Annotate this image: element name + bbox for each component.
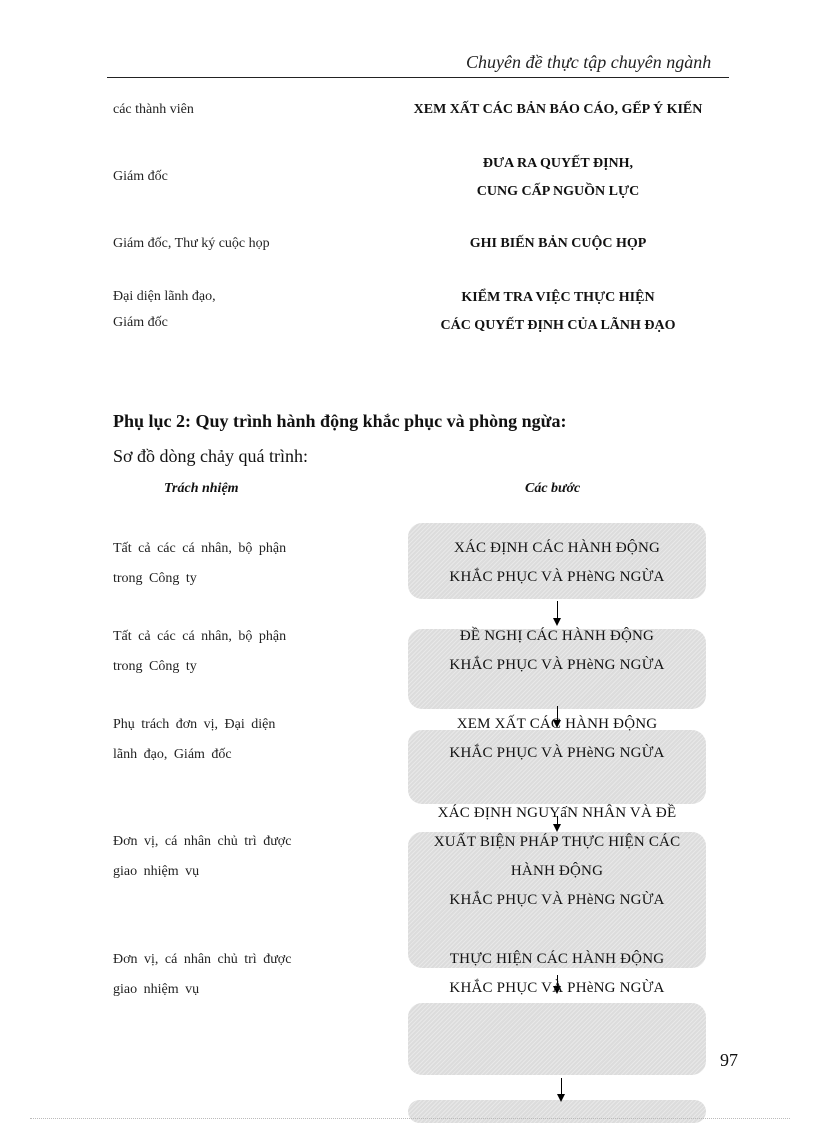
top-row-1-right: XEM XẤT CÁC BẢN BÁO CÁO, GẾP Ý KIẾN (413, 102, 703, 117)
top-row-3-right: GHI BIẾN BẢN CUỘC HỌP (469, 236, 647, 251)
top-row-3-left: Giám đốc, Thư ký cuộc họp (113, 236, 270, 251)
top-row-4-right-line: CÁC QUYẾT ĐỊNH CỦA LÃNH ĐẠO (440, 318, 676, 333)
flow-arrow-head (557, 1094, 565, 1102)
running-header: Chuyên đề thực tập chuyên ngành (466, 52, 712, 72)
top-row-4-left-line: Đại diện lãnh đạo, (113, 289, 216, 304)
flow-step-line: XEM XẤT CÁC HÀNH ĐỘNG (456, 716, 658, 732)
flow-step-line: XÁC ĐỊNH CÁC HÀNH ĐỘNG (453, 540, 661, 556)
flow-resp-line: lãnh đạo, Giám đốc (113, 747, 232, 762)
flow-resp-line: giao nhiệm vụ (113, 864, 200, 879)
top-row-2-right-line: ĐƯA RA QUYẾT ĐỊNH, (482, 156, 634, 171)
top-row-2-left: Giám đốc (113, 169, 168, 184)
header-divider (107, 77, 729, 78)
flow-resp-line: Đơn vị, cá nhân chủ trì được (113, 834, 292, 849)
flow-step-line: THỰC HIỆN CÁC HÀNH ĐỘNG (449, 951, 665, 967)
flow-step-4 (408, 799, 706, 915)
page-bottom-rule (30, 1118, 790, 1120)
flow-resp-5 (113, 945, 303, 1005)
flow-step-line: KHẮC PHỤC VÀ PHèNG NGỪA (449, 745, 665, 761)
flow-resp-line: Tất cả các cá nhân, bộ phận (113, 541, 287, 556)
flow-resp-line: Đơn vị, cá nhân chủ trì được (113, 952, 292, 967)
flow-step-line: KHẮC PHỤC VÀ PHèNG NGỪA (449, 657, 665, 673)
section-title: Phụ lục 2: Quy trình hành động khắc phục và phòng ngừa: (113, 411, 567, 431)
top-row-4-right (390, 284, 726, 340)
page-number: 97 (720, 1050, 738, 1070)
flow-step-line: XÁC ĐỊNH NGUYấN NHÂN VÀ ĐỀ (437, 805, 677, 821)
top-row-1-left: các thành viên (113, 102, 194, 117)
flow-step-line: XUẤT BIỆN PHÁP THỰC HIỆN CÁC (433, 834, 681, 850)
flow-step-line: ĐỀ NGHỊ CÁC HÀNH ĐỘNG (459, 628, 655, 644)
flow-step-line: KHẮC PHỤC VÀ PHèNG NGỪA (449, 892, 665, 908)
flow-step-1 (408, 534, 706, 592)
flow-step-2 (408, 622, 706, 680)
flow-resp-3 (113, 710, 303, 770)
flow-step-line: KHẮC PHỤC VÀ PHèNG NGỪA (449, 569, 665, 585)
flow-step-line: HÀNH ĐỘNG (510, 863, 604, 879)
column-header-steps: Các bước (525, 481, 581, 496)
flow-resp-line: Tất cả các cá nhân, bộ phận (113, 629, 287, 644)
top-row-4-right-line: KIỂM TRA VIỆC THỰC HIỆN (461, 290, 655, 305)
flow-step-5 (408, 945, 706, 1003)
flow-arrow (561, 1078, 562, 1095)
flow-arrow (557, 601, 558, 619)
flow-resp-1 (113, 534, 303, 594)
top-row-2-right-line: CUNG CẤP NGUỒN LỰC (476, 184, 640, 199)
flow-step-line: KHẮC PHỤC VÀ PHèNG NGỪA (449, 980, 665, 996)
flow-step-3 (408, 710, 706, 768)
flow-resp-4 (113, 827, 303, 887)
flow-resp-line: Phụ trách đơn vị, Đại diện (113, 717, 276, 732)
flow-resp-line: giao nhiệm vụ (113, 982, 200, 997)
flow-box (408, 1003, 706, 1075)
flow-resp-2 (113, 622, 303, 682)
flow-subtitle: Sơ đồ dòng chảy quá trình: (113, 446, 308, 466)
top-row-2-right (390, 150, 726, 206)
column-header-responsibility: Trách nhiệm (164, 481, 239, 496)
flow-resp-line: trong Công ty (113, 659, 197, 674)
top-row-4-left-line: Giám đốc (113, 315, 168, 330)
top-row-4-left (113, 284, 216, 336)
flow-resp-line: trong Công ty (113, 571, 197, 586)
